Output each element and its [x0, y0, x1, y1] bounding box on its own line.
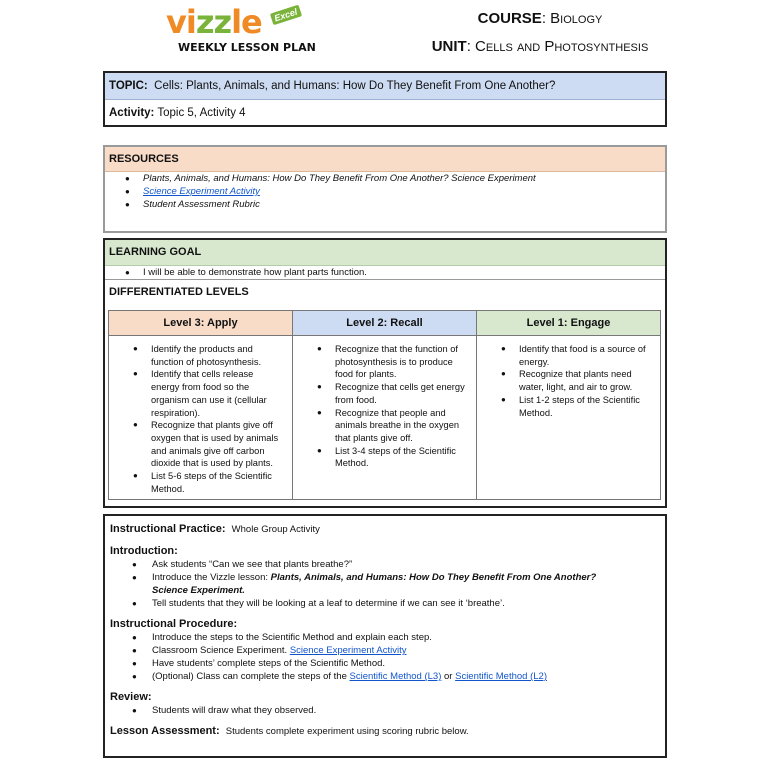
science-experiment-link[interactable]: Science Experiment Activity	[289, 645, 407, 656]
list-item	[110, 644, 665, 657]
learning-goal-item: ● I will be able to demonstrate how plant parts function.	[105, 266, 665, 279]
resource-item: ● Student Assessment Rubric	[105, 198, 665, 211]
level-2-column	[292, 310, 477, 500]
differentiated-levels-title: DIFFERENTIATED LEVELS	[109, 286, 249, 298]
review-list	[110, 704, 665, 717]
procedure-list	[110, 631, 665, 683]
unit-label: UNIT	[431, 38, 467, 55]
logo-subtitle: WEEKLY LESSON PLAN	[178, 41, 316, 54]
list-item: ● List 1-2 steps of the Scientific Method.	[477, 394, 660, 419]
assessment-heading	[110, 724, 665, 739]
introduction-list	[110, 558, 665, 610]
level-3-title: Level 3: Apply	[109, 311, 292, 336]
resources-box	[103, 145, 667, 233]
resources-title: RESOURCES	[105, 147, 665, 172]
topic-value: Cells: Plants, Animals, and Humans: How Do They Benefit From One Another?	[154, 80, 556, 92]
learning-goal-title: LEARNING GOAL	[105, 240, 665, 266]
proc-mid: or	[441, 671, 456, 682]
list-item: ● Recognize that the function of photosynthesis is to produce food for plants.	[293, 343, 476, 381]
practice-heading	[110, 522, 665, 537]
list-item: ● List 3-4 steps of the Scientific Method.	[293, 445, 476, 470]
topic-row	[105, 73, 665, 100]
proc-prefix: (Optional) Class can complete the steps of the	[152, 671, 350, 682]
activity-label: Activity:	[109, 107, 155, 119]
instruction-box	[103, 514, 667, 758]
list-item	[110, 670, 665, 683]
list-item: ● Tell students that they will be looking at a leaf to determine if we can see it ‘breathe’.	[110, 597, 665, 610]
resources-list	[105, 172, 665, 211]
level-2-title: Level 2: Recall	[293, 311, 476, 336]
level-1-column	[476, 310, 661, 500]
unit-heading: UNIT: Cells and Photosynthesis	[431, 38, 649, 55]
activity-value: Topic 5, Activity 4	[157, 107, 246, 119]
topic-box	[103, 71, 667, 127]
practice-value: Whole Group Activity	[231, 524, 320, 535]
activity-row	[105, 100, 665, 126]
list-item	[110, 571, 665, 597]
list-item: ● Identify the products and function of photosynthesis.	[109, 343, 292, 368]
list-item: ● Identify that cells release energy from food so the organism can use it (cellular respiration).	[109, 368, 292, 419]
lesson-name: Plants, Animals, and Humans: How Do They Benefit From One Another? Science Experiment.	[152, 572, 597, 596]
scientific-method-l3-link[interactable]: Scientific Method (L3)	[349, 671, 442, 682]
level-1-title: Level 1: Engage	[477, 311, 660, 336]
vizzle-logo	[166, 3, 316, 56]
level-3-list	[109, 336, 292, 495]
practice-label: Instructional Practice:	[110, 523, 226, 535]
review-title: Review:	[110, 691, 152, 703]
level-3-column	[108, 310, 293, 500]
intro-prefix: Introduce the Vizzle lesson:	[152, 572, 271, 583]
list-item: ● Recognize that plants give off oxygen that is used by animals and animals give off carbon dioxide that is used by plants.	[109, 419, 292, 470]
list-item: ● Recognize that cells get energy from food.	[293, 381, 476, 406]
list-item: ● Identify that food is a source of energy.	[477, 343, 660, 368]
topic-label: TOPIC:	[109, 80, 148, 92]
resource-item: ● Plants, Animals, and Humans: How Do They Benefit From One Another? Science Experiment	[105, 172, 665, 185]
list-item: ● Recognize that people and animals breathe in the oxygen that plants give off.	[293, 407, 476, 445]
list-item: ● Introduce the steps to the Scientific Method and explain each step.	[110, 631, 665, 644]
scientific-method-l2-link[interactable]: Scientific Method (L2)	[455, 671, 547, 682]
course-label: COURSE	[477, 10, 542, 27]
learning-goal-list	[105, 266, 665, 280]
resource-item	[105, 185, 665, 198]
course-heading: COURSE: Biology	[477, 10, 603, 27]
unit-value: Cells and Photosynthesis	[475, 38, 649, 55]
level-2-list	[293, 336, 476, 470]
list-item: ● Students will draw what they observed.	[110, 704, 665, 717]
procedure-title: Instructional Procedure:	[110, 618, 238, 630]
course-value: Biology	[550, 10, 603, 27]
logo-wordmark: vizzle	[166, 3, 262, 41]
assessment-label: Lesson Assessment:	[110, 725, 220, 737]
level-1-list	[477, 336, 660, 419]
list-item: ● Ask students “Can we see that plants breathe?”	[110, 558, 665, 571]
list-item: ● List 5-6 steps of the Scientific Method.	[109, 470, 292, 495]
list-item: ● Recognize that plants need water, light, and air to grow.	[477, 368, 660, 393]
proc-prefix: Classroom Science Experiment.	[152, 645, 290, 656]
assessment-value: Students complete experiment using scoring rubric below.	[225, 726, 469, 737]
list-item: ● Have students’ complete steps of the Scientific Method.	[110, 657, 665, 670]
logo-badge: Excel	[270, 5, 302, 26]
resource-link[interactable]: Science Experiment Activity	[143, 186, 260, 197]
introduction-title: Introduction:	[110, 545, 178, 557]
